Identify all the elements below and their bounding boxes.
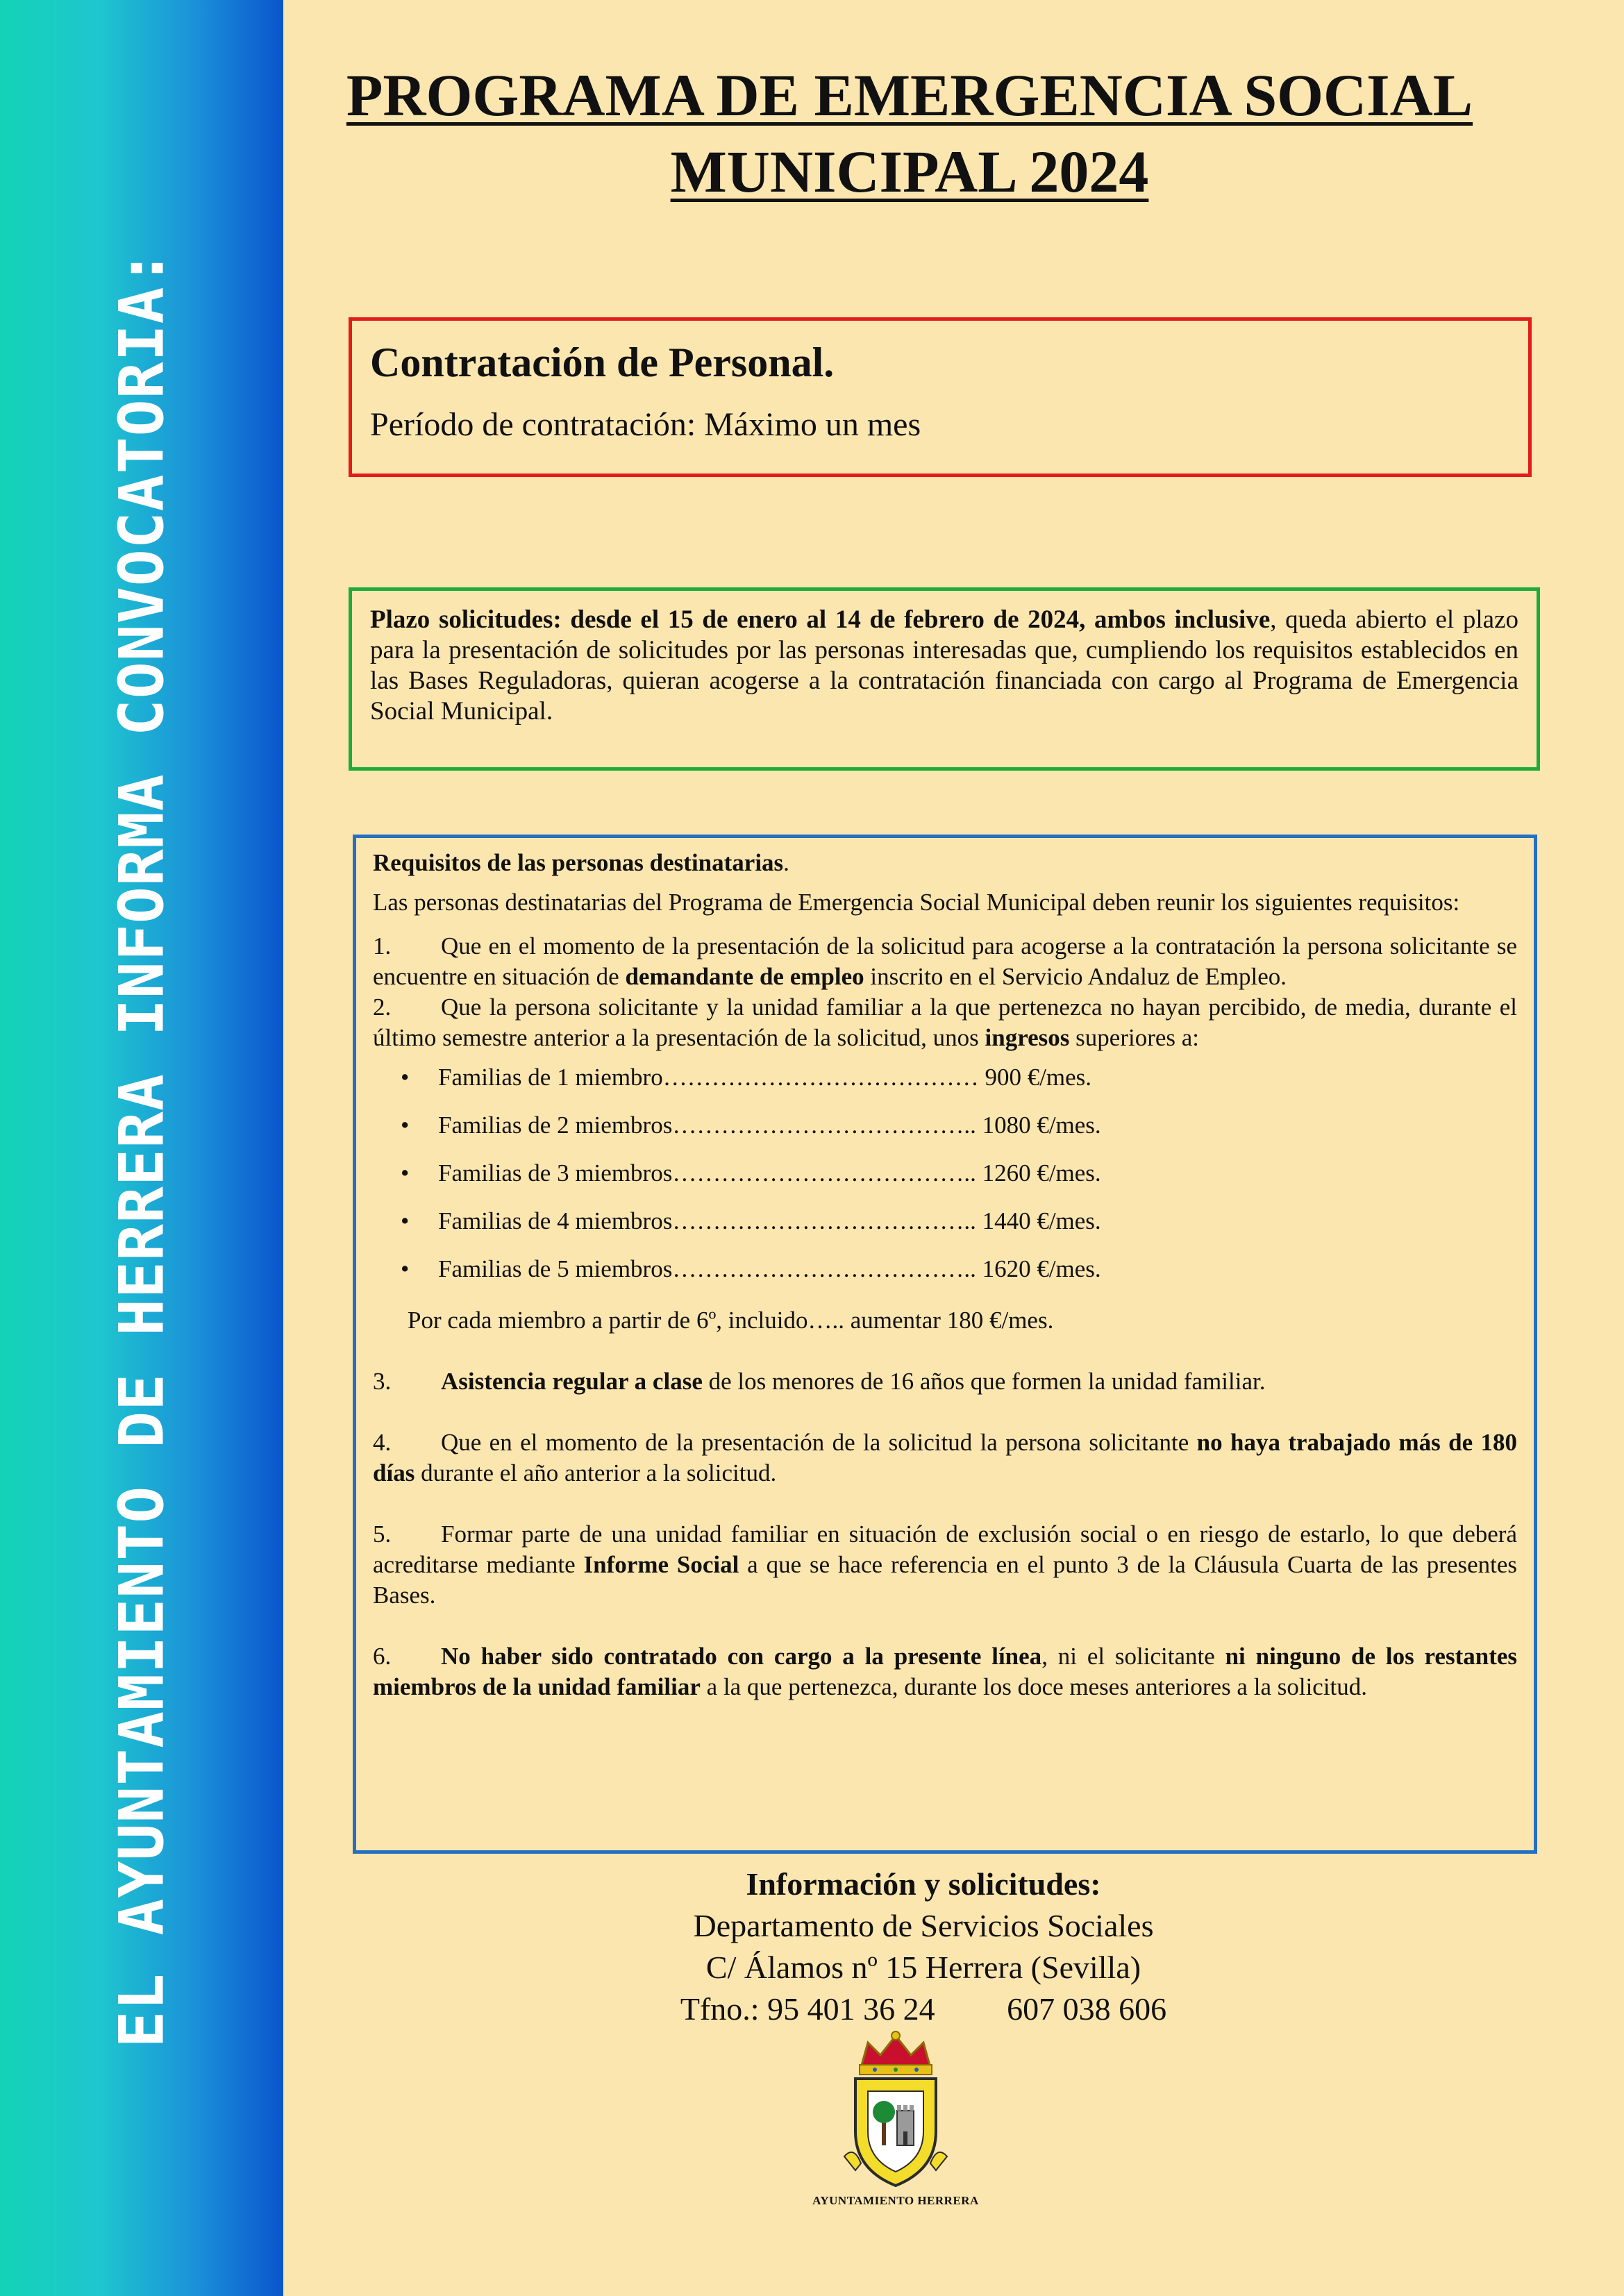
requirement-number: 1. [373, 932, 392, 960]
contract-box [349, 317, 1532, 477]
income-threshold-item: • Familias de 2 miembros……………………………….. 1080 €/mes. [401, 1101, 1517, 1149]
requirements-heading: Requisitos de las personas destinatarias [373, 849, 784, 876]
income-threshold-item: • Familias de 5 miembros……………………………….. 1620 €/mes. [401, 1245, 1517, 1293]
page-title-line1: PROGRAMA DE EMERGENCIA SOCIAL [346, 62, 1473, 128]
requirement-item-2: 2. Que la persona solicitante y la unidad familiar a la que pertenezca no hayan percibido, de media, durante el último semestre anterior a la presentación de la solicitud, unos ingresos superiores a: [373, 994, 1517, 1051]
requirement-item-1: 1. Que en el momento de la presentación de la solicitud para acogerse a la contratación la persona solicitante se encuentre en situación de demandante de empleo inscrito en el Servicio Andaluz de Empleo. [373, 932, 1517, 990]
contact-info [555, 1863, 1291, 2030]
requirement-number: 4. [373, 1429, 392, 1456]
requirements-heading-punct: . [783, 849, 789, 876]
application-period-box [349, 587, 1540, 771]
contract-period: Período de contratación: Máximo un mes [370, 406, 921, 443]
page-title [305, 57, 1514, 210]
requirements-intro: Las personas destinatarias del Programa de Emergencia Social Municipal deben reunir los siguientes requisitos: [373, 889, 1460, 916]
income-threshold-item: • Familias de 4 miembros……………………………….. 1440 €/mes. [401, 1197, 1517, 1245]
logo-caption: AYUNTAMIENTO HERRERA [812, 2194, 979, 2207]
income-threshold-item: • Familias de 3 miembros……………………………….. 1260 €/mes. [401, 1149, 1517, 1197]
requirement-item-5: 5. Formar parte de una unidad familiar en situación de exclusión social o en riesgo de estarlo, lo que deberá acreditarse mediante Informe Social a que se hace referencia en el punto 3 de la Cláusula Cuarta de las presentes Bases. [373, 1520, 1517, 1609]
requirement-number: 6. [373, 1643, 392, 1670]
application-period-text: , queda abierto el plazo para la presentación de solicitudes por las personas interesadas que, cumpliendo los requisitos establecidos en las Bases Reguladoras, quieran acogerse a la contratación financiada con cargo al Programa de Emergencia Social Municipal. [370, 605, 1518, 726]
requirement-number: 5. [373, 1520, 392, 1548]
extra-member-note: Por cada miembro a partir de 6º, incluido….. aumentar 180 €/mes. [408, 1307, 1054, 1334]
contact-address: C/ Álamos nº 15 Herrera (Sevilla) [705, 1950, 1141, 1985]
income-thresholds-list [373, 1053, 1517, 1293]
requirements-box [353, 835, 1537, 1854]
contact-title: Información y solicitudes: [746, 1866, 1101, 1902]
requirement-number: 2. [373, 994, 392, 1021]
requirement-item-6: 6. No haber sido contratado con cargo a la presente línea, ni el solicitante ni ninguno de los restantes miembros de la unidad familiar a la que pertenezca, durante los doce meses anteriores a la solicitud. [373, 1643, 1518, 1700]
requirement-item-4: 4. Que en el momento de la presentación de la solicitud la persona solicitante no haya trabajado más de 180 días durante el año anterior a la solicitud. [373, 1429, 1517, 1486]
requirement-item-3: 3. Asistencia regular a clase de los menores de 16 años que formen la unidad familiar. [373, 1366, 1517, 1397]
sidebar-banner [0, 0, 283, 2296]
income-threshold-item: • Familias de 1 miembro………………………………… 900 €/mes. [401, 1053, 1517, 1101]
contract-title: Contratación de Personal. [370, 340, 835, 385]
page-title-line2: MUNICIPAL 2024 [670, 138, 1149, 205]
contact-department: Departamento de Servicios Sociales [693, 1908, 1154, 1943]
sidebar-announcement: EL AYUNTAMIENTO DE HERRERA INFORMA CONVOCATORIA: [106, 249, 178, 2048]
requirement-number: 3. [373, 1368, 392, 1395]
application-period-lead: Plazo solicitudes: desde el 15 de enero al 14 de febrero de 2024, ambos inclusive [370, 605, 1271, 634]
contact-phones: Tfno.: 95 401 36 24 607 038 606 [680, 1991, 1167, 2027]
coat-of-arms-icon [840, 2027, 951, 2194]
